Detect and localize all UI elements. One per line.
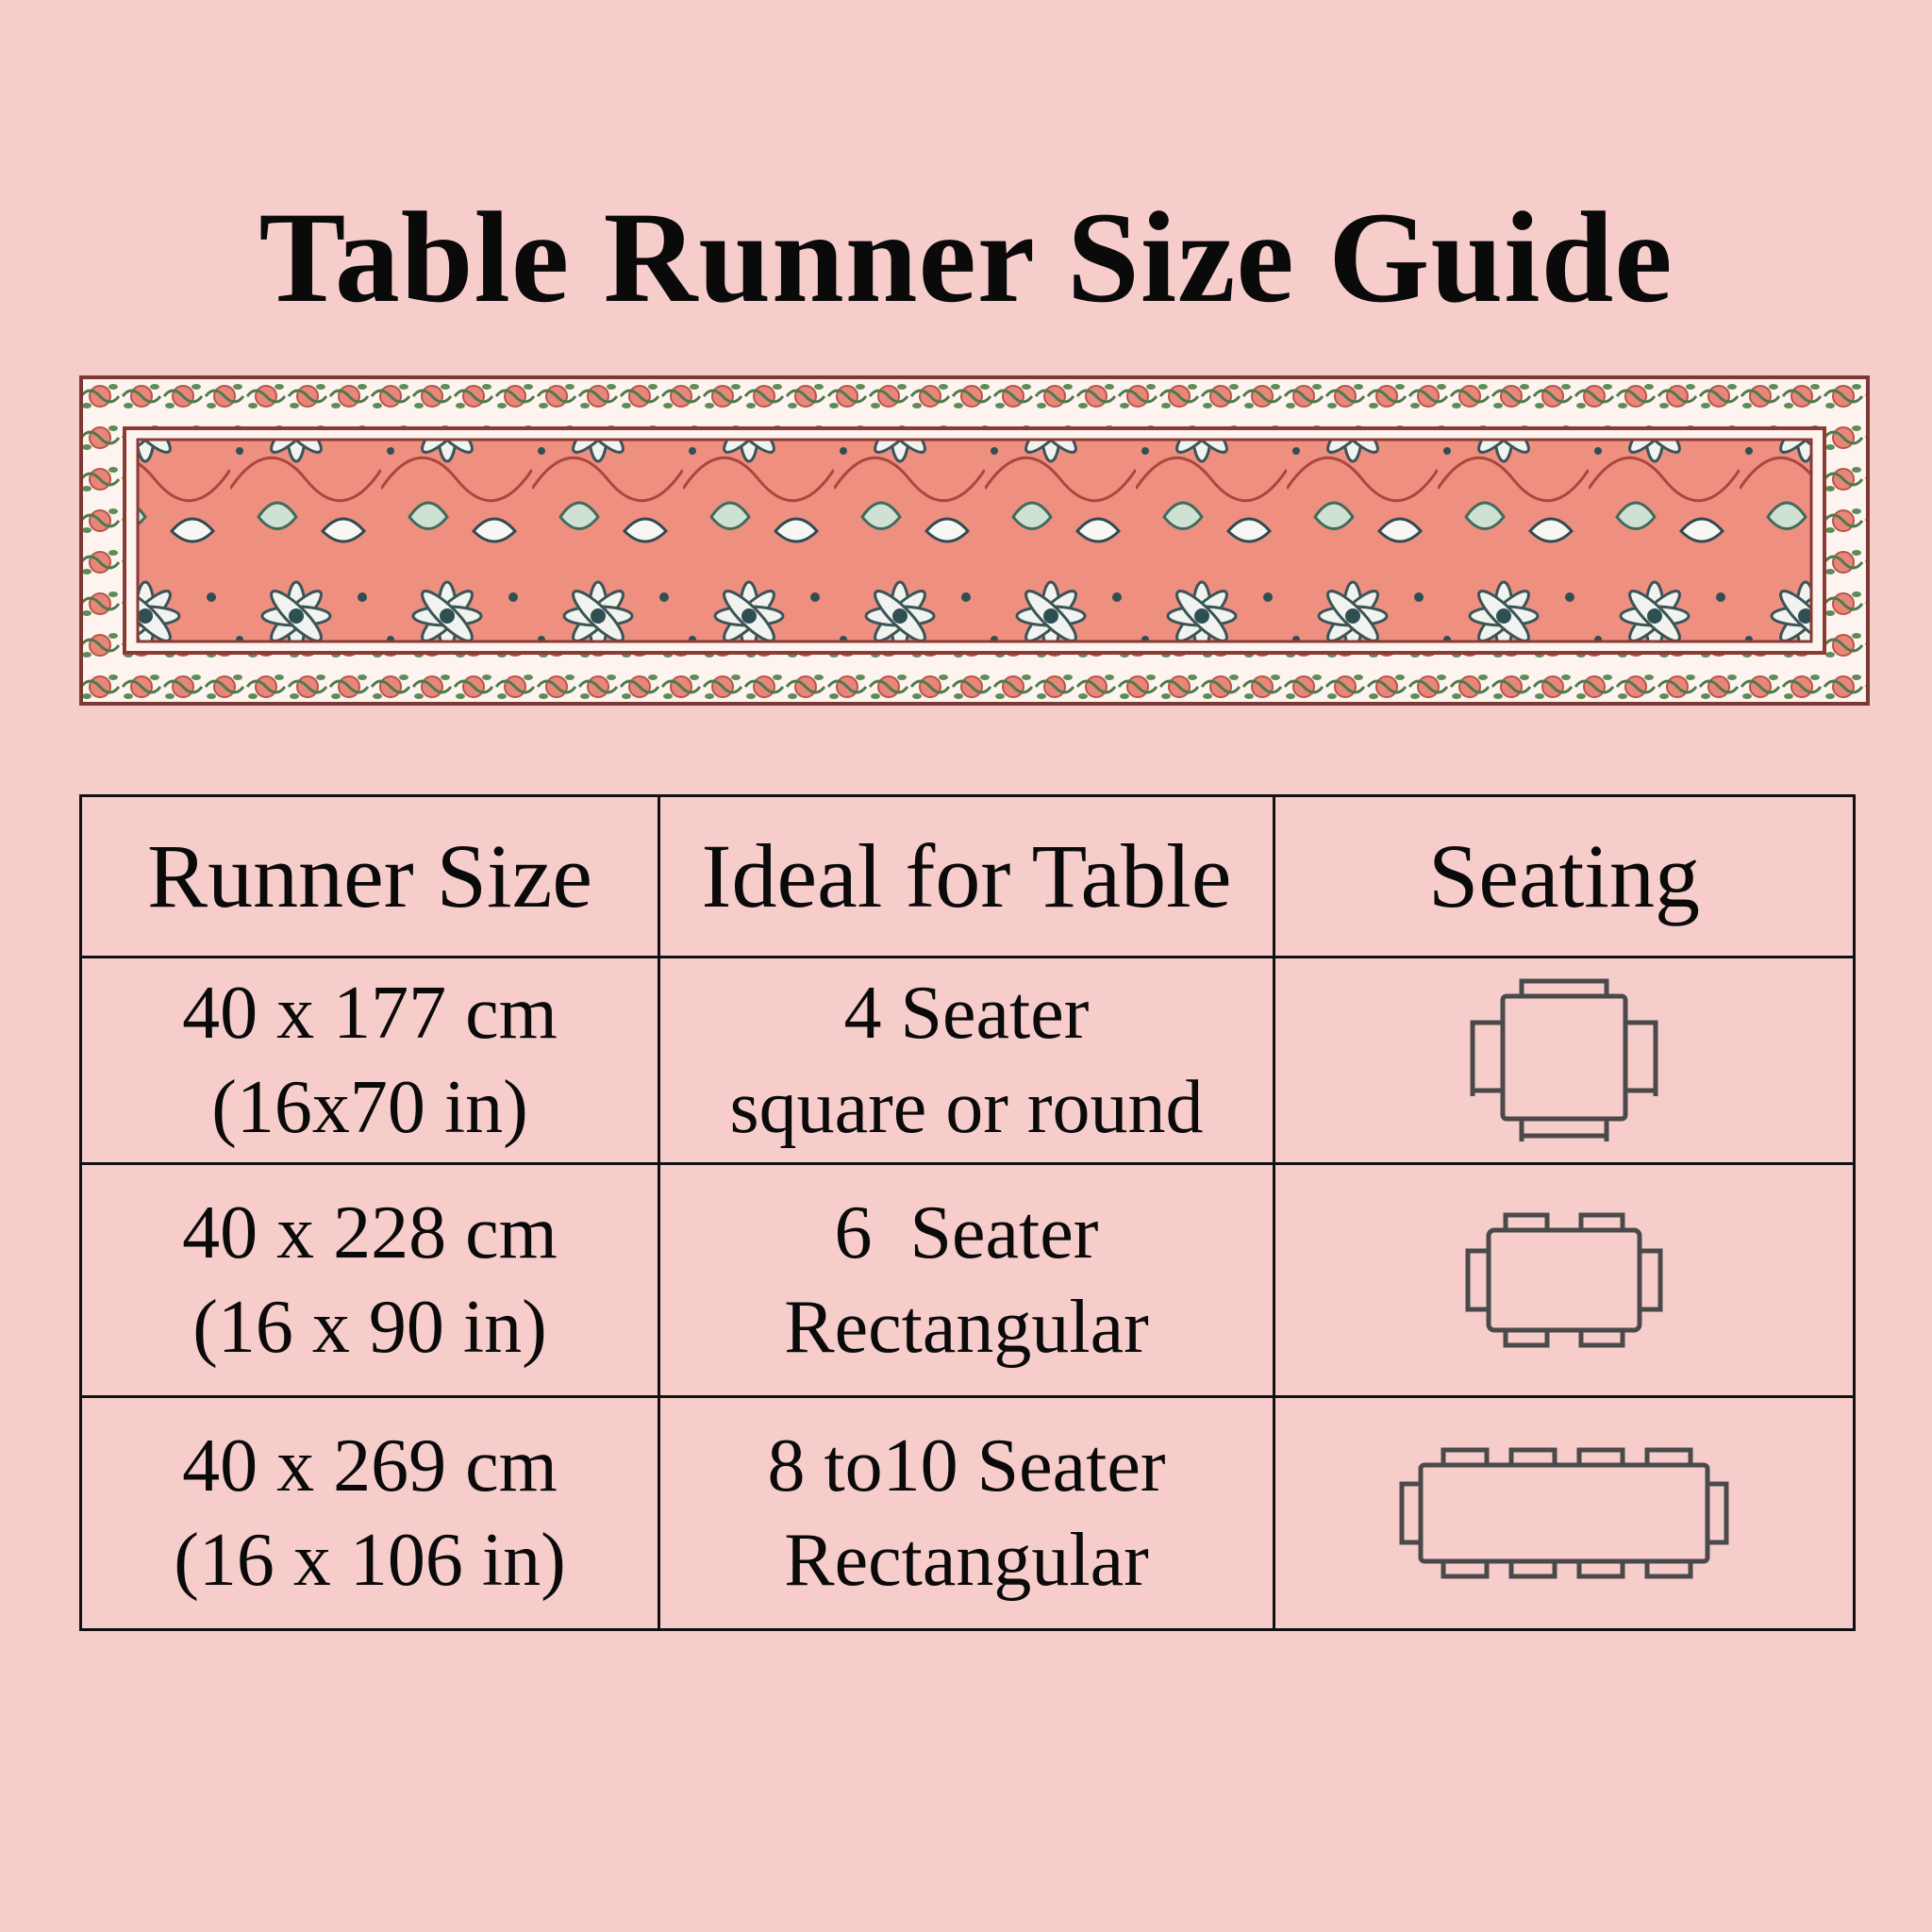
page-title: Table Runner Size Guide xyxy=(258,185,1674,329)
table-shape: square or round xyxy=(729,1066,1204,1149)
seating-cell xyxy=(1274,958,1855,1164)
seater-count: 8 to10 Seater xyxy=(767,1424,1166,1507)
ideal-cell xyxy=(659,1164,1274,1397)
header-ideal-for-table: Ideal for Table xyxy=(659,796,1274,958)
size-cm: 40 x 228 cm xyxy=(182,1191,558,1274)
runner-size-cell xyxy=(81,958,659,1164)
seating-cell xyxy=(1274,1164,1855,1397)
table-header-row xyxy=(81,796,1855,958)
size-cm: 40 x 177 cm xyxy=(182,972,558,1055)
size-cm: 40 x 269 cm xyxy=(182,1424,558,1507)
seating-cell xyxy=(1274,1397,1855,1630)
size-in: (16 x 90 in) xyxy=(192,1286,547,1369)
table-row xyxy=(81,958,1855,1164)
seater-count: 6 Seater xyxy=(834,1191,1099,1274)
ideal-cell xyxy=(659,958,1274,1164)
header-runner-size: Runner Size xyxy=(81,796,659,958)
table-shape: Rectangular xyxy=(784,1286,1149,1369)
size-guide-table xyxy=(79,794,1856,1631)
runner-size-cell xyxy=(81,1397,659,1630)
table-runner-image xyxy=(79,375,1870,706)
seater-count: 4 Seater xyxy=(843,972,1090,1055)
size-in: (16x70 in) xyxy=(211,1066,528,1149)
size-in: (16 x 106 in) xyxy=(174,1519,566,1602)
six-seat-table-icon xyxy=(1460,1209,1668,1351)
runner-size-cell xyxy=(81,1164,659,1397)
ten-seat-table-icon xyxy=(1396,1444,1732,1582)
table-row xyxy=(81,1397,1855,1630)
table-shape: Rectangular xyxy=(784,1519,1149,1602)
header-seating: Seating xyxy=(1274,796,1855,958)
four-seat-table-icon xyxy=(1465,975,1663,1145)
ideal-cell xyxy=(659,1397,1274,1630)
table-row xyxy=(81,1164,1855,1397)
